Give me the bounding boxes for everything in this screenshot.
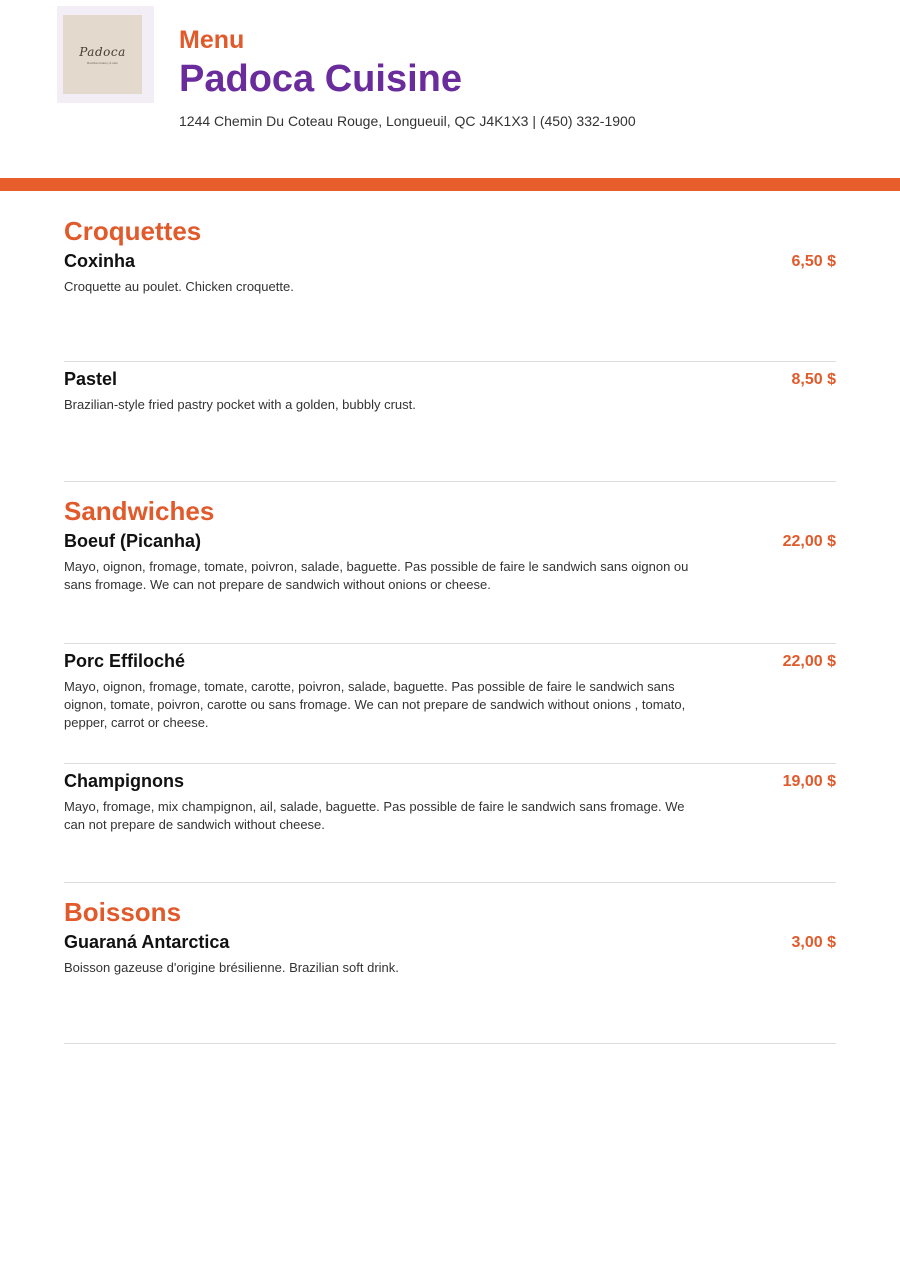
- header-divider-bar: [0, 178, 900, 191]
- menu-item: [64, 644, 836, 763]
- item-price: 3,00 $: [791, 934, 836, 951]
- restaurant-name: Padoca Cuisine: [179, 58, 462, 100]
- item-price: 8,50 $: [791, 371, 836, 388]
- item-description: Croquette au poulet. Chicken croquette.: [64, 278, 294, 294]
- menu-label: Menu: [179, 26, 245, 54]
- menu-section-boissons: [64, 883, 836, 1044]
- menu-item: [64, 362, 836, 481]
- menu-section-sandwiches: [64, 482, 836, 883]
- logo-text: Padoca: [79, 44, 126, 59]
- item-price: 22,00 $: [782, 533, 836, 550]
- item-name: Guaraná Antarctica: [64, 932, 230, 952]
- menu-section-croquettes: [64, 191, 836, 482]
- item-description: Boisson gazeuse d'origine brésilienne. Brazilian soft drink.: [64, 959, 399, 975]
- menu-item: [64, 764, 836, 882]
- item-divider: [64, 1043, 836, 1044]
- item-price: 6,50 $: [791, 253, 836, 270]
- item-description: Mayo, oignon, fromage, tomate, poivron, salade, baguette. Pas possible de faire le sandwich sans oignon ou sans fromage. We can not prepare de sandwich without onions or cheese.: [64, 558, 689, 592]
- item-price: 19,00 $: [782, 773, 836, 790]
- section-title: Sandwiches: [64, 496, 215, 526]
- item-name: Coxinha: [64, 251, 136, 271]
- section-title: Croquettes: [64, 216, 202, 246]
- section-title: Boissons: [64, 897, 182, 927]
- menu-header: [0, 0, 900, 178]
- item-description: Mayo, fromage, mix champignon, ail, salade, baguette. Pas possible de faire le sandwich sans fromage. We can not prepare de sandwich without cheese.: [64, 798, 685, 832]
- menu-item: [64, 925, 836, 1043]
- item-description: Mayo, oignon, fromage, tomate, carotte, poivron, salade, baguette. Pas possible de faire le sandwich sans oignon, tomate, poivron, carotte ou sans fromage. We can not prepare de sandwich without onions , tomato, pepper, carrot or cheese.: [64, 678, 686, 730]
- item-name: Boeuf (Picanha): [64, 531, 202, 551]
- menu-item: [64, 244, 836, 361]
- restaurant-address: 1244 Chemin Du Coteau Rouge, Longueuil, QC J4K1X3 | (450) 332-1900: [179, 113, 636, 129]
- item-name: Champignons: [64, 771, 184, 791]
- item-description: Brazilian-style fried pastry pocket with a golden, bubbly crust.: [64, 396, 416, 412]
- menu-content: [64, 191, 836, 1044]
- logo-tagline: Brazilian bakery & cafe: [87, 60, 118, 65]
- item-name: Porc Effiloché: [64, 651, 186, 671]
- logo-frame: [57, 6, 154, 103]
- item-price: 22,00 $: [782, 653, 836, 670]
- item-name: Pastel: [64, 369, 118, 389]
- menu-item: [64, 524, 836, 643]
- restaurant-logo: [63, 15, 142, 94]
